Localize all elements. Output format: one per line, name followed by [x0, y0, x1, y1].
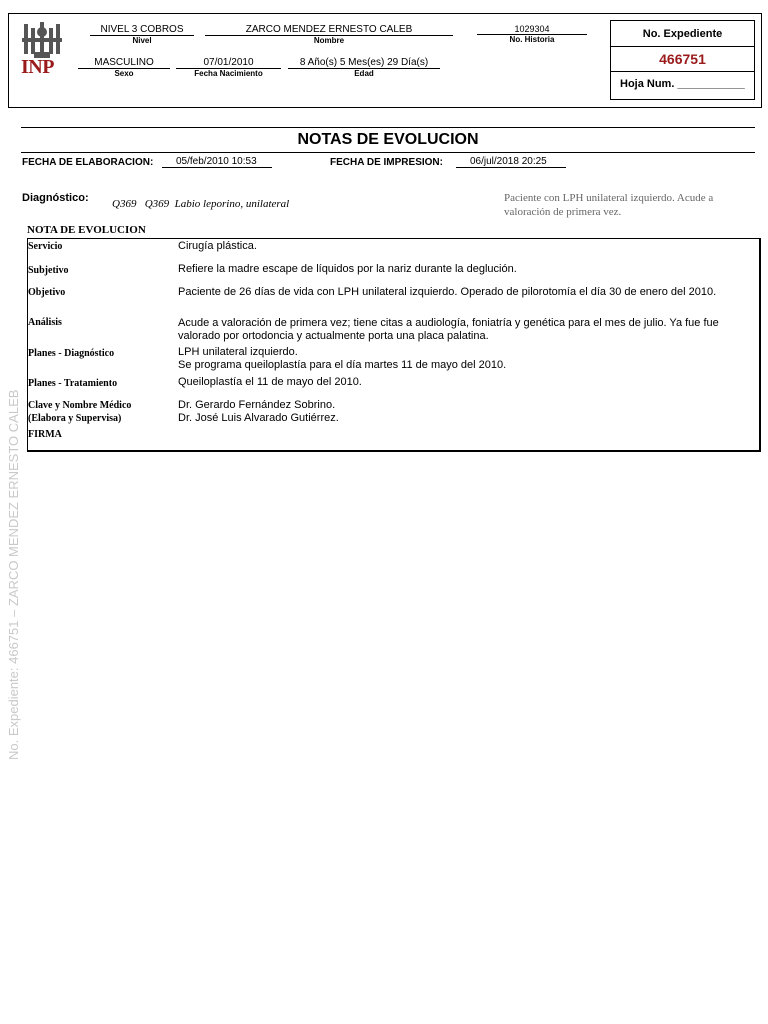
- inp-emblem-icon: [20, 22, 64, 60]
- elaboracion-label: FECHA DE ELABORACION:: [22, 157, 154, 168]
- analisis-label: Análisis: [28, 317, 62, 328]
- side-watermark: No. Expediente: 466751 – ZARCO MENDEZ ERNESTO CALEB: [6, 389, 21, 760]
- expediente-box: [610, 20, 755, 100]
- title-divider: [21, 152, 755, 153]
- medico-2: Dr. José Luis Alvarado Gutiérrez.: [178, 412, 339, 424]
- impresion-field: [456, 156, 566, 168]
- subjetivo-label: Subjetivo: [28, 265, 69, 276]
- medico-1: Dr. Gerardo Fernández Sobrino.: [178, 399, 336, 411]
- impresion-label: FECHA DE IMPRESION:: [330, 157, 443, 168]
- elaboracion-value: 05/feb/2010 10:53: [176, 156, 257, 167]
- nombre-value: ZARCO MENDEZ ERNESTO CALEB: [245, 24, 413, 35]
- servicio-label: Servicio: [28, 241, 63, 252]
- nacimiento-value: 07/01/2010: [203, 57, 254, 68]
- clave-medico-label: Clave y Nombre Médico: [28, 400, 132, 411]
- analisis-line1: Acude a valoración de primera vez; tiene citas a audiología, foniatría y genética para el mes de julio. Ya fue fue: [178, 317, 719, 329]
- nacimiento-field: [176, 57, 281, 78]
- impresion-value: 06/jul/2018 20:25: [470, 156, 547, 167]
- header-divider: [21, 127, 755, 128]
- nivel-label: Nivel: [132, 36, 152, 45]
- institution-logo: [20, 22, 64, 80]
- analisis-line2: valorado por ortodoncia y actualmente porta una placa palatina.: [178, 330, 489, 342]
- elaboracion-field: [162, 156, 272, 168]
- nivel-field: [90, 24, 194, 45]
- nota-section-title: NOTA DE EVOLUCION: [27, 224, 146, 236]
- sexo-label: Sexo: [114, 69, 134, 78]
- servicio-value: Cirugía plástica.: [178, 240, 257, 252]
- expediente-label: No. Expediente: [611, 21, 754, 47]
- objetivo-value: Paciente de 26 días de vida con LPH unilateral izquierdo. Operado de pilorotomía el día 30 de enero del 2010.: [178, 286, 717, 298]
- edad-value: 8 Año(s) 5 Mes(es) 29 Día(s): [299, 57, 429, 68]
- nivel-value: NIVEL 3 COBROS: [100, 24, 184, 35]
- historia-value: 1029304: [514, 24, 550, 34]
- planes-diagnostico-line1: LPH unilateral izquierdo.: [178, 346, 298, 358]
- diagnostico-summary-line2: valoración de primera vez.: [504, 206, 622, 218]
- logo-text: INP: [21, 56, 54, 78]
- firma-label: FIRMA: [28, 429, 62, 440]
- planes-diagnostico-label: Planes - Diagnóstico: [28, 348, 115, 359]
- subjetivo-value: Refiere la madre escape de líquidos por la nariz durante la deglución.: [178, 263, 517, 275]
- diagnostico-codes: Q369 Q369 Labio leporino, unilateral: [112, 198, 290, 210]
- planes-tratamiento-label: Planes - Tratamiento: [28, 378, 118, 389]
- sexo-value: MASCULINO: [94, 57, 154, 68]
- historia-label: No. Historia: [509, 35, 555, 44]
- planes-tratamiento-value: Queiloplastía el 11 de mayo del 2010.: [178, 376, 362, 388]
- edad-label: Edad: [354, 69, 374, 78]
- planes-diagnostico-line2: Se programa queiloplastía para el día martes 11 de mayo del 2010.: [178, 359, 507, 371]
- nacimiento-label: Fecha Nacimiento: [194, 69, 263, 78]
- sexo-field: [78, 57, 170, 78]
- diagnostico-summary-line1: Paciente con LPH unilateral izquierdo. Acude a: [504, 192, 714, 204]
- nombre-label: Nombre: [313, 36, 345, 45]
- expediente-number: 466751: [611, 47, 754, 72]
- elabora-supervisa-label: (Elabora y Supervisa): [28, 413, 122, 424]
- nombre-field: [205, 24, 453, 45]
- page-title: NOTAS DE EVOLUCION: [297, 131, 479, 148]
- objetivo-label: Objetivo: [28, 287, 66, 298]
- impresion-underline: [456, 167, 566, 168]
- edad-field: [288, 57, 440, 78]
- evolution-notes-table: [27, 238, 761, 452]
- hoja-num-label: Hoja Num. ___________: [620, 78, 745, 90]
- historia-field: [477, 24, 587, 44]
- diagnostico-label: Diagnóstico:: [22, 192, 89, 204]
- elaboracion-underline: [162, 167, 272, 168]
